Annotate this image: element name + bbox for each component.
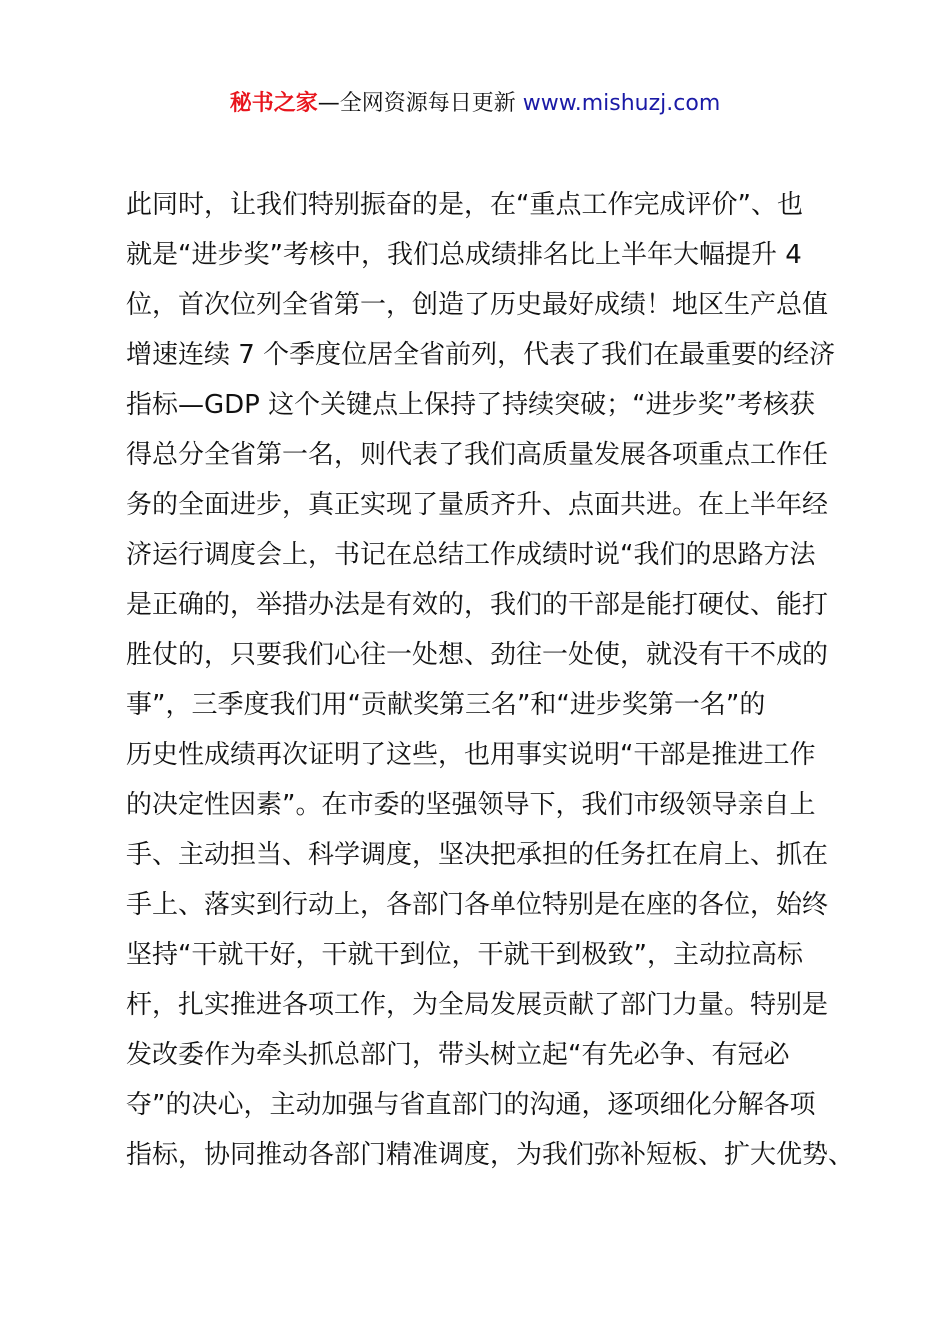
header-slogan: —全网资源每日更新 xyxy=(317,91,516,116)
text-line-17: 杆，扎实推进各项工作，为全局发展贡献了部门力量。特别是 xyxy=(126,990,829,1020)
body-paragraph xyxy=(126,180,855,1180)
text-line-8: 济运行调度会上，书记在总结工作成绩时说“我们的思路方法 xyxy=(126,540,816,570)
text-line-5: 指标—GDP 这个关键点上保持了持续突破；“进步奖”考核获 xyxy=(126,390,816,420)
text-line-9: 是正确的，举措办法是有效的，我们的干部是能打硬仗、能打 xyxy=(126,590,829,620)
page-header xyxy=(0,88,950,120)
text-line-19: 夺”的决心，主动加强与省直部门的沟通，逐项细化分解各项 xyxy=(126,1090,816,1120)
brand-name: 秘书之家 xyxy=(229,91,318,116)
site-url-link[interactable]: www.mishuzj.com xyxy=(522,91,721,116)
text-line-12: 历史性成绩再次证明了这些，也用事实说明“干部是推进工作 xyxy=(126,740,816,770)
text-line-4: 增速连续 7 个季度位居全省前列，代表了我们在最重要的经济 xyxy=(126,340,836,370)
text-line-3: 位，首次位列全省第一，创造了历史最好成绩！地区生产总值 xyxy=(126,290,829,320)
text-line-2: 就是“进步奖”考核中，我们总成绩排名比上半年大幅提升 4 xyxy=(126,240,802,270)
text-line-18: 发改委作为牵头抓总部门，带头树立起“有先必争、有冠必 xyxy=(126,1040,790,1070)
text-line-1: 此同时，让我们特别振奋的是，在“重点工作完成评价”、也 xyxy=(126,190,803,220)
text-line-7: 务的全面进步，真正实现了量质齐升、点面共进。在上半年经 xyxy=(126,490,829,520)
text-line-11: 事”，三季度我们用“贡献奖第三名”和“进步奖第一名”的 xyxy=(126,690,766,720)
text-line-15: 手上、落实到行动上，各部门各单位特别是在座的各位，始终 xyxy=(126,890,829,920)
text-line-6: 得总分全省第一名，则代表了我们高质量发展各项重点工作任 xyxy=(126,440,829,470)
text-line-13: 的决定性因素”。在市委的坚强领导下，我们市级领导亲自上 xyxy=(126,790,816,820)
text-line-16: 坚持“干就干好，干就干到位，干就干到极致”，主动拉高标 xyxy=(126,940,803,970)
text-line-10: 胜仗的，只要我们心往一处想、劲往一处使，就没有干不成的 xyxy=(126,640,829,670)
text-line-14: 手、主动担当、科学调度，坚决把承担的任务扛在肩上、抓在 xyxy=(126,840,829,870)
text-line-20: 指标，协同推动各部门精准调度，为我们弥补短板、扩大优势、 xyxy=(126,1140,855,1170)
